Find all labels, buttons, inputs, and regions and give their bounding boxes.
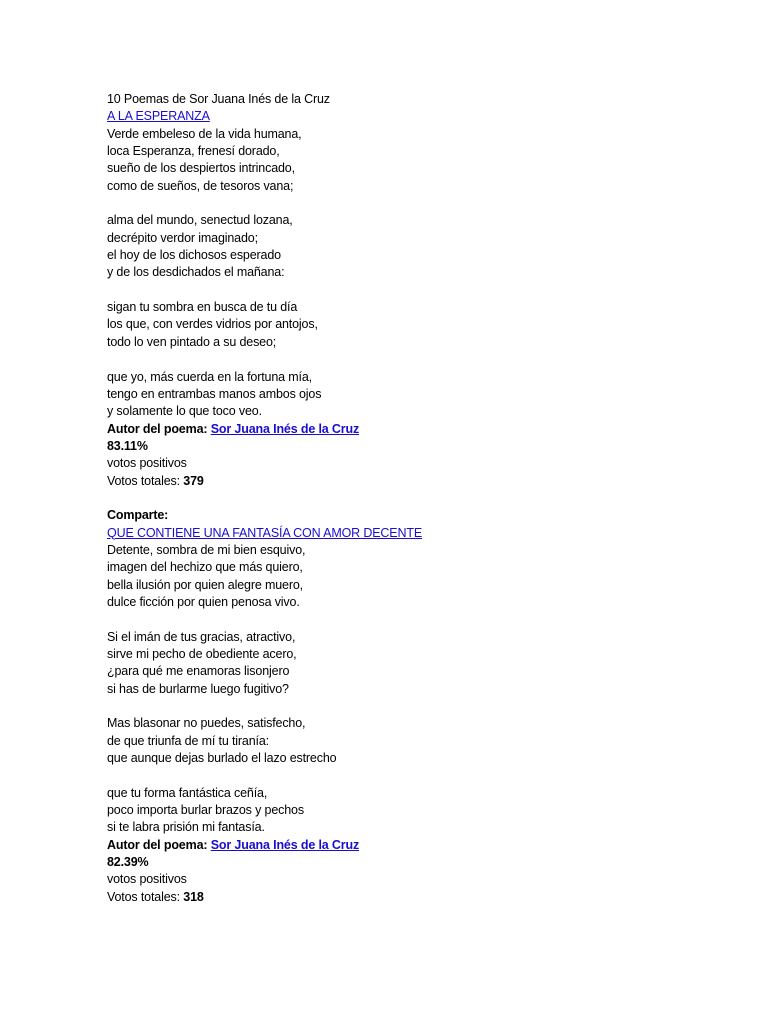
- poem-line: como de sueños, de tesoros vana;: [107, 178, 294, 193]
- poem-line: Detente, sombra de mi bien esquivo,: [107, 542, 306, 557]
- poem2-author-row: [107, 837, 727, 854]
- poem-line: los que, con verdes vidrios por antojos,: [107, 317, 318, 332]
- stanza-break: [107, 767, 727, 784]
- poem-title-link[interactable]: [107, 108, 727, 125]
- stanza-break: [107, 351, 727, 368]
- author-label: Autor del poema:: [107, 837, 208, 852]
- poem-line: sirve mi pecho de obediente acero,: [107, 647, 297, 661]
- document-heading: 10 Poemas de Sor Juana Inés de la Cruz: [107, 92, 330, 106]
- stanza-break: [107, 282, 727, 299]
- votes-label: votos positivos: [107, 872, 187, 887]
- document-page: [107, 91, 727, 906]
- poem-line: imagen del hechizo que más quiero,: [107, 560, 303, 575]
- poem2-title-link[interactable]: QUE CONTIENE UNA FANTASÍA CON AMOR DECENTE: [107, 525, 423, 540]
- poem1-body: [107, 126, 727, 421]
- poem-line: sigan tu sombra en busca de tu día: [107, 300, 298, 315]
- poem-line: Mas blasonar no puedes, satisfecho,: [107, 716, 306, 731]
- poem-line: que tu forma fantástica ceñía,: [107, 785, 268, 800]
- author-link[interactable]: Sor Juana Inés de la Cruz: [210, 421, 360, 436]
- poem-line: si has de burlarme luego fugitivo?: [107, 681, 289, 696]
- total-votes-label: Votos totales:: [107, 889, 180, 904]
- poem2-body: [107, 542, 727, 837]
- poem-line: loca Esperanza, frenesí dorado,: [107, 144, 280, 159]
- share-label: Comparte:: [107, 508, 169, 523]
- poem1-author-row: [107, 421, 727, 438]
- total-votes-label: Votos totales:: [107, 473, 180, 488]
- poem-line: Verde embeleso de la vida humana,: [107, 126, 302, 141]
- stanza-break: [107, 611, 727, 628]
- total-votes-row: [107, 473, 727, 490]
- poem-line: sueño de los despiertos intrincado,: [107, 161, 295, 176]
- poem-line: poco importa burlar brazos y pechos: [107, 803, 304, 818]
- poem-line: y de los desdichados el mañana:: [107, 265, 285, 280]
- poem-line: Si el imán de tus gracias, atractivo,: [107, 629, 296, 644]
- poem-title-link[interactable]: [107, 525, 727, 542]
- author-link[interactable]: Sor Juana Inés de la Cruz: [210, 837, 360, 852]
- rating-percent: 83.11%: [107, 438, 148, 453]
- poem1-title-link[interactable]: A LA ESPERANZA: [107, 109, 210, 124]
- total-votes-value: 379: [183, 473, 204, 488]
- stanza-break: [107, 698, 727, 715]
- section-break: [107, 490, 727, 507]
- poem-line: tengo en entrambas manos ambos ojos: [107, 386, 322, 401]
- poem-line: de que triunfa de mí tu tiranía:: [107, 733, 269, 748]
- poem-line: que aunque dejas burlado el lazo estrecho: [107, 751, 337, 766]
- poem-line: y solamente lo que toco veo.: [107, 404, 262, 419]
- poem-line: ¿para qué me enamoras lisonjero: [107, 664, 290, 679]
- poem-line: el hoy de los dichosos esperado: [107, 248, 281, 263]
- poem-line: dulce ficción por quien penosa vivo.: [107, 594, 300, 609]
- rating-percent: 82.39%: [107, 855, 149, 870]
- author-label: Autor del poema:: [107, 421, 208, 436]
- votes-label: votos positivos: [107, 456, 187, 471]
- stanza-break: [107, 195, 727, 212]
- total-votes-value: 318: [183, 889, 204, 904]
- poem-line: bella ilusión por quien alegre muero,: [107, 577, 303, 592]
- poem-line: alma del mundo, senectud lozana,: [107, 213, 293, 228]
- poem-line: decrépito verdor imaginado;: [107, 230, 258, 245]
- poem-line: si te labra prisión mi fantasía.: [107, 820, 265, 835]
- poem-line: todo lo ven pintado a su deseo;: [107, 334, 277, 349]
- total-votes-row: [107, 889, 727, 906]
- poem-line: que yo, más cuerda en la fortuna mía,: [107, 369, 312, 384]
